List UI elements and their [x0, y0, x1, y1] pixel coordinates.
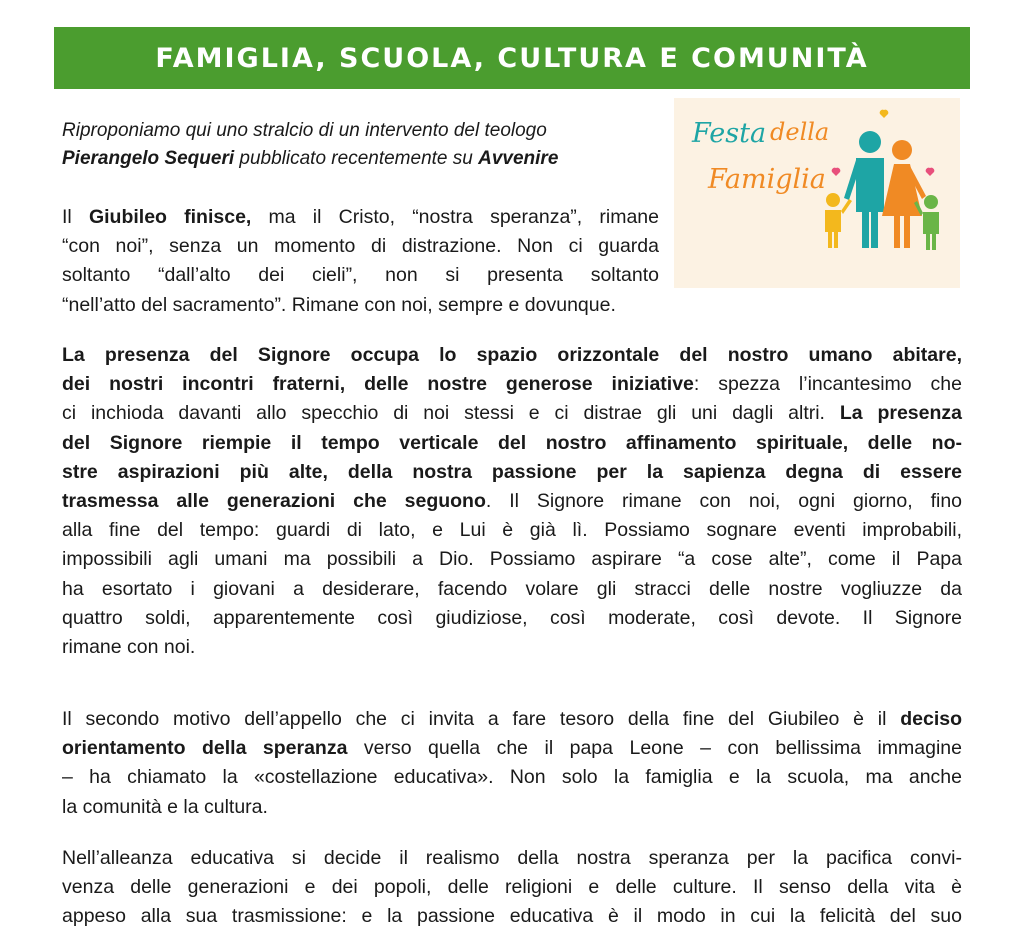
author-name: Pierangelo Sequeri: [62, 148, 235, 169]
intro-text: pubblicato recentemente su: [234, 148, 479, 169]
logo-word-famiglia: Famiglia: [708, 164, 826, 195]
paragraph-line: Il secondo motivo dell’appello che ci invita a fare tesoro della fine del Giubileo è il deciso: [62, 708, 962, 730]
paragraph-line: alla fine del tempo: guardi di lato, e Lui è già lì. Possiamo sognare eventi improbabili,: [62, 519, 962, 542]
logo-word-festa: Festa: [692, 118, 767, 149]
intro-line-1: Riproponiamo qui uno stralcio di un intervento del teologo: [62, 120, 547, 141]
paragraph-line: – ha chiamato la «costellazione educativa». Non solo la famiglia e la scuola, ma anche: [62, 766, 962, 789]
paragraph-3: [62, 705, 962, 822]
intro-line-2: [62, 145, 662, 173]
logo-word-della: della: [770, 118, 830, 146]
festa-famiglia-logo: [674, 98, 960, 288]
paragraph-line: quattro soldi, apparentemente così giudiziose, così moderate, così devote. Il Signore: [62, 606, 962, 629]
paragraph-2: [62, 341, 962, 662]
paragraph-line: soltanto “dall’alto dei cieli”, non si presenta soltanto: [62, 264, 659, 287]
family-icon: [674, 98, 960, 288]
paragraph-line: del Signore riempie il tempo verticale del nostro affinamento spirituale, delle no-: [62, 431, 962, 454]
paragraph-line: impossibili agli umani ma possibili a Dio. Possiamo aspirare “a cose alte”, come il Papa: [62, 548, 962, 571]
paragraph-line: rimane con noi.: [62, 636, 196, 659]
paragraph-line: “nell’atto del sacramento”. Rimane con noi, sempre e dovunque.: [62, 293, 616, 316]
paragraph-line: orientamento della speranza verso quella che il papa Leone – con bellissima immagine: [62, 737, 962, 760]
paragraph-line: ci inchioda davanti allo specchio di noi stessi e ci distrae gli uni dagli altri. La presenza: [62, 402, 962, 425]
source-name: Avvenire: [478, 148, 559, 169]
paragraph-line: la comunità e la cultura.: [62, 795, 268, 818]
paragraph-1: [62, 203, 659, 320]
header-banner: [54, 27, 970, 89]
paragraph-line: venza delle generazioni e dei popoli, delle religioni e delle culture. Il senso della vita è: [62, 876, 962, 899]
paragraph-line: Il Giubileo finisce, ma il Cristo, “nostra speranza”, rimane: [62, 206, 659, 228]
page-title: FAMIGLIA, SCUOLA, CULTURA E COMUNITÀ: [155, 42, 869, 74]
paragraph-line: Nell’alleanza educativa si decide il realismo della nostra speranza per la pacifica convi-: [62, 847, 962, 869]
paragraph-4: [62, 844, 962, 932]
paragraph-line: ha esortato i giovani a desiderare, facendo volare gli stracci delle nostre vogliuzze da: [62, 577, 962, 600]
paragraph-line: stre aspirazioni più alte, della nostra passione per la sapienza degna di essere: [62, 460, 962, 483]
paragraph-line: La presenza del Signore occupa lo spazio orizzontale del nostro umano abitare,: [62, 344, 962, 366]
intro-note: [62, 117, 662, 173]
paragraph-line: “con noi”, senza un momento di distrazione. Non ci guarda: [62, 235, 659, 258]
paragraph-line: trasmessa alle generazioni che seguono. Il Signore rimane con noi, ogni giorno, fino: [62, 490, 963, 513]
paragraph-line: appeso alla sua trasmissione: e la passione educativa è il modo in cui la felicità del suo: [62, 905, 962, 928]
paragraph-line: dei nostri incontri fraterni, delle nostre generose iniziative: spezza l’incantesimo che: [62, 373, 962, 396]
